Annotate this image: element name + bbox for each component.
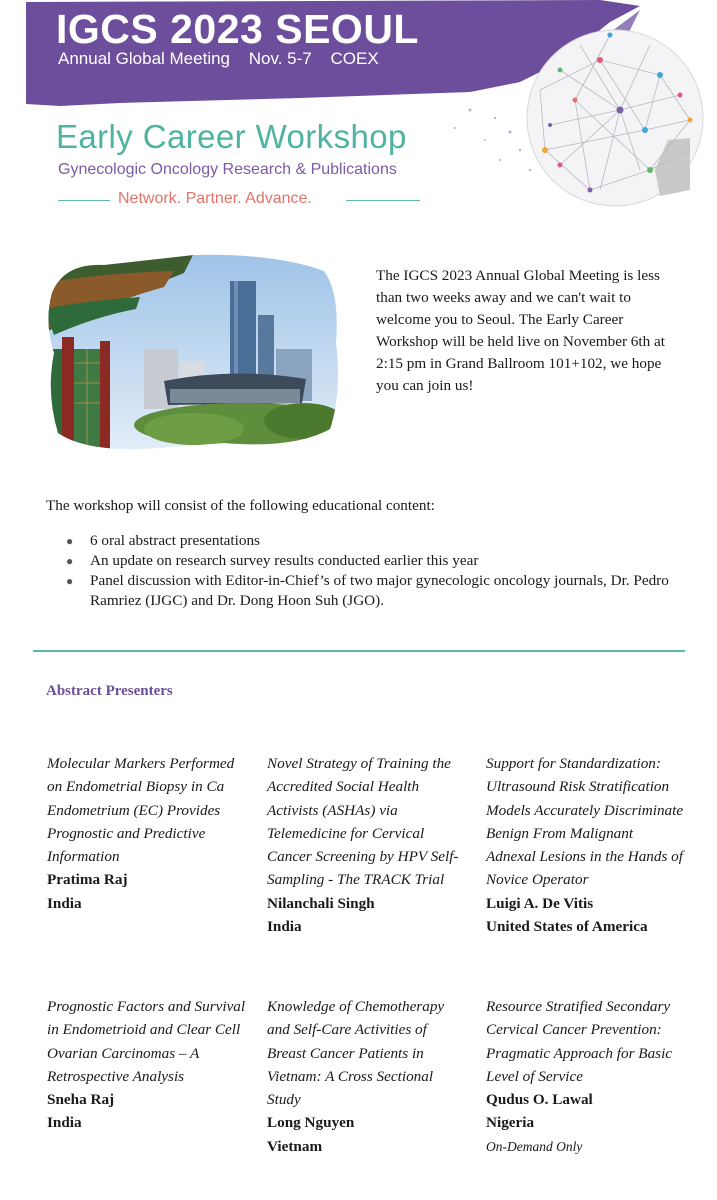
list-item <box>62 531 702 551</box>
abstract-title: Molecular Markers Performed on Endometrial Biopsy in Ca Endometrium (EC) Provides Prognostic and Predictive Information <box>47 755 235 866</box>
tagline-rule-right <box>346 200 420 201</box>
presenter-name: Sneha Raj <box>47 1091 115 1109</box>
workshop-subtitle: Gynecologic Oncology Research & Publications <box>58 161 397 178</box>
section-divider <box>33 650 685 652</box>
network-globe-graphic <box>527 30 703 206</box>
presenter-name: Pratima Raj <box>47 871 128 889</box>
presenter-card <box>267 752 467 938</box>
header-banner <box>0 0 717 225</box>
seoul-photo <box>44 253 344 453</box>
event-subtitle-meeting: Annual Global Meeting <box>58 49 231 68</box>
event-title: IGCS 2023 SEOUL <box>56 6 419 52</box>
tagline: Network. Partner. Advance. <box>118 190 312 207</box>
bullet-icon: ● <box>66 534 74 548</box>
presenter-country: United States of America <box>486 918 648 936</box>
presentation-note: On-Demand Only <box>486 1138 583 1154</box>
presenter-country: India <box>47 894 82 912</box>
presenter-country: Vietnam <box>267 1137 323 1155</box>
presenter-country: Nigeria <box>486 1114 535 1132</box>
list-item-text: Panel discussion with Editor-in-Chief’s of two major gynecologic oncology journals, Dr. Pedro Ramriez (IJGC) and Dr. Dong Hoon Suh (JGO). <box>90 572 669 609</box>
presenter-name: Qudus O. Lawal <box>486 1091 593 1109</box>
abstract-title: Knowledge of Chemotherapy and Self-Care Activities of Breast Cancer Patients in Vietnam: A Cross Sectional Study <box>267 998 445 1109</box>
presenter-name: Luigi A. De Vitis <box>486 894 594 912</box>
event-subtitle-venue: COEX <box>330 49 379 68</box>
presenter-card <box>486 752 686 938</box>
bullet-icon: ● <box>66 574 74 588</box>
workshop-lead: The workshop will consist of the following educational content: <box>46 497 435 514</box>
presenter-name: Nilanchali Singh <box>267 894 375 912</box>
presenter-card <box>486 995 686 1158</box>
presenter-name: Long Nguyen <box>267 1114 355 1132</box>
abstract-title: Prognostic Factors and Survival in Endometrioid and Clear Cell Ovarian Carcinomas – A Retrospective Analysis <box>47 998 246 1085</box>
presenter-card <box>47 995 247 1135</box>
tagline-rule-left <box>58 200 110 201</box>
list-item <box>62 551 702 571</box>
intro-paragraph: The IGCS 2023 Annual Global Meeting is less than two weeks away and we can't wait to welcome you to Seoul. The Early Career Workshop will be held live on November 6th at 2:15 pm in Grand Ballroom 101+102, we hope you can join us! <box>376 267 665 394</box>
bullet-icon: ● <box>66 554 74 568</box>
event-subtitle <box>58 49 393 69</box>
presenter-country: India <box>267 918 302 936</box>
presenter-country: India <box>47 1114 82 1132</box>
abstract-title: Novel Strategy of Training the Accredited Social Health Activists (ASHAs) via Telemedicine for Cervical Cancer Screening by HPV Self-Sampling - The TRACK Trial <box>267 755 459 889</box>
abstract-title: Support for Standardization: Ultrasound Risk Stratification Models Accurately Discriminate Benign From Malignant Adnexal Lesions in the Hands of Novice Operator <box>486 755 684 889</box>
presenter-card <box>267 995 467 1158</box>
list-item <box>62 571 702 611</box>
abstract-title: Resource Stratified Secondary Cervical Cancer Prevention: Pragmatic Approach for Basic Level of Service <box>486 998 673 1085</box>
workshop-title: Early Career Workshop <box>56 118 407 155</box>
section-heading: Abstract Presenters <box>46 683 173 699</box>
event-subtitle-dates: Nov. 5-7 <box>248 49 312 68</box>
list-item-text: 6 oral abstract presentations <box>90 532 260 549</box>
content-list <box>62 531 702 611</box>
presenter-card <box>47 752 247 915</box>
tagline-block <box>58 189 420 213</box>
list-item-text: An update on research survey results conducted earlier this year <box>90 552 479 569</box>
